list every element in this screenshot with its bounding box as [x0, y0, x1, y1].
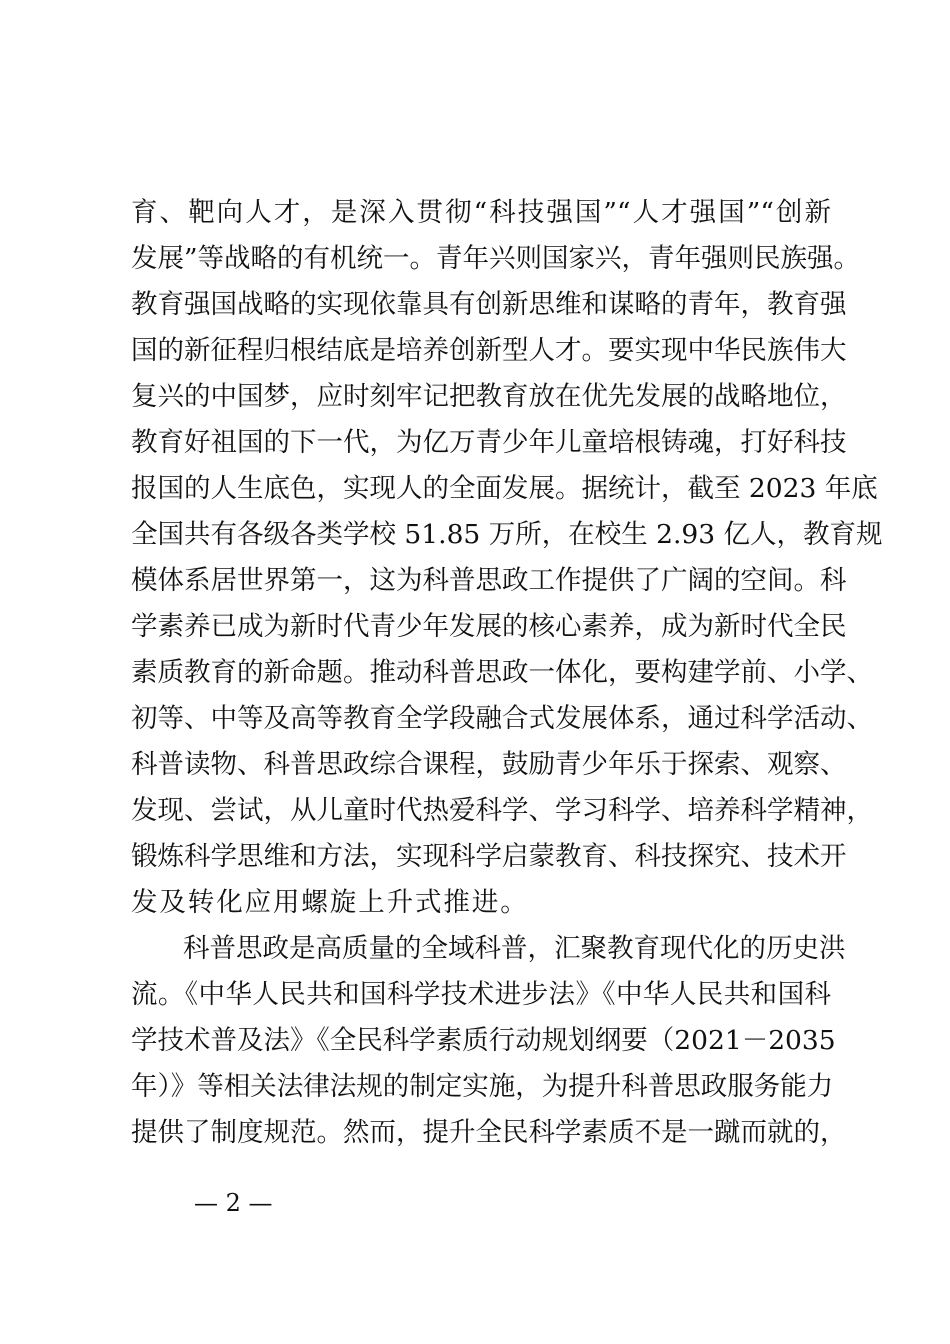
text-line: 发及转化应用螺旋上升式推进。: [131, 887, 529, 918]
text-line: 复兴的中国梦，应时刻牢记把教育放在优先发展的战略地位，: [131, 381, 847, 412]
text-line: 素质教育的新命题。推动科普思政一体化，要构建学前、小学、: [131, 657, 873, 688]
text-line: 教育强国战略的实现依靠具有创新思维和谋略的青年，教育强: [131, 289, 847, 320]
text-line: 科普思政是高质量的全域科普，汇聚教育现代化的历史洪: [183, 933, 846, 964]
text-line: 育、靶向人才，是深入贯彻“科技强国”“人才强国”“创新: [131, 197, 831, 228]
text-line: 锻炼科学思维和方法，实现科学启蒙教育、科技探究、技术开: [131, 841, 847, 872]
text-line: 提供了制度规范。然而，提升全民科学素质不是一蹴而就的，: [131, 1117, 847, 1148]
text-line: 报国的人生底色，实现人的全面发展。据统计，截至 2023 年底: [131, 473, 878, 504]
text-line: 学素养已成为新时代青少年发展的核心素养，成为新时代全民: [131, 611, 847, 642]
text-line: 年）》等相关法律法规的制定实施，为提升科普思政服务能力: [131, 1071, 834, 1102]
text-line: 模体系居世界第一，这为科普思政工作提供了广阔的空间。科: [131, 565, 847, 596]
text-line: 初等、中等及高等教育全学段融合式发展体系，通过科学活动、: [131, 703, 873, 734]
page-number: — 2 —: [194, 1189, 273, 1217]
text-line: 科普读物、科普思政综合课程，鼓励青少年乐于探索、观察、: [131, 749, 847, 780]
text-line: 发现、尝试，从儿童时代热爱科学、学习科学、培养科学精神，: [131, 795, 873, 826]
text-line: 发展”等战略的有机统一。青年兴则国家兴，青年强则民族强。: [131, 243, 861, 274]
text-line: 教育好祖国的下一代，为亿万青少年儿童培根铸魂，打好科技: [131, 427, 847, 458]
text-line: 国的新征程归根结底是培养创新型人才。要实现中华民族伟大: [131, 335, 847, 366]
text-line: 流。《中华人民共和国科学技术进步法》《中华人民共和国科: [131, 979, 831, 1010]
text-line: 全国共有各级各类学校 51.85 万所，在校生 2.93 亿人，教育规: [131, 519, 883, 550]
text-line: 学技术普及法》《全民科学素质行动规划纲要（2021－2035: [131, 1025, 836, 1056]
